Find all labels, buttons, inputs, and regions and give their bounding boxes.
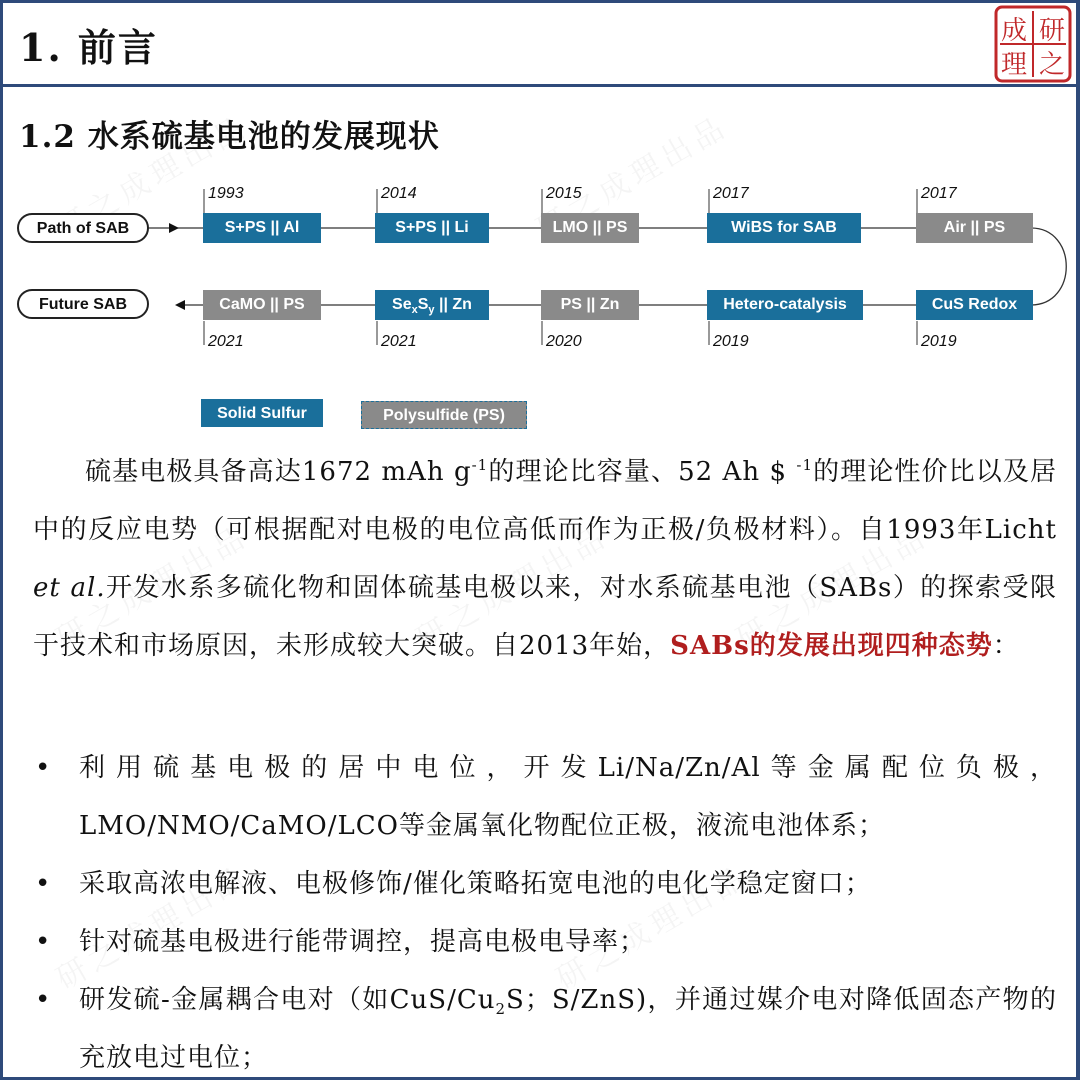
svg-text:之: 之	[1038, 50, 1066, 80]
paragraph-text: 的理论性价比以及居中的反应电势（可根据配对电极的电位高低而作为正极/负极材料）。自1993年Licht	[33, 457, 1057, 545]
node-camo-ps: CaMO || PS	[203, 290, 321, 320]
node-sexsy-zn: $Se_xS_y$ || Zn	[375, 290, 489, 320]
year-label: 2014	[381, 185, 417, 202]
list-item: • 针对硫基电极进行能带调控，提高电极电导率；	[33, 913, 1057, 971]
paragraph-text: 开发水系多硫化物和固体硫基电极以来，对水系硫基电池（SABs）的探索受限于技术和市场原因，未形成较大突破。自2013年始，	[33, 573, 1057, 661]
section-title: 1.2 水系硫基电池的发展现状	[19, 119, 440, 155]
trend-list	[33, 739, 1057, 1080]
timeline-diagram	[3, 173, 1080, 443]
year-label: 2017	[713, 185, 749, 202]
logo-seal-icon	[994, 5, 1072, 83]
node-wibs-for-sab: WiBS for SAB	[707, 213, 861, 243]
year-label: 2017	[921, 185, 957, 202]
paragraph-text: 硫基电极具备高达1672 mAh g	[85, 457, 472, 487]
year-label: 2021	[208, 333, 244, 350]
intro-paragraph	[33, 443, 1057, 675]
page-title: 1. 前言	[19, 25, 158, 70]
node-s-ps-li: S+PS || Li	[375, 213, 489, 243]
node-s-ps-al: S+PS || Al	[203, 213, 321, 243]
highlight-text: SABs的发展出现四种态势	[670, 631, 993, 661]
node-hetero-catalysis: Hetero-catalysis	[707, 290, 863, 320]
node-lmo-ps: LMO || PS	[541, 213, 639, 243]
year-label: 2019	[713, 333, 749, 350]
paragraph-text: ：	[992, 631, 1020, 661]
list-item: • 利用硫基电极的居中电位，开发Li/Na/Zn/Al等金属配位负极，LMO/NMO/CaMO/LCO等金属氧化物配位正极，液流电池体系；	[33, 739, 1057, 855]
legend-solid-sulfur: Solid Sulfur	[201, 399, 323, 427]
list-item: • 采取高浓电解液、电极修饰/催化策略拓宽电池的电化学稳定窗口；	[33, 855, 1057, 913]
italic-text: et al.	[33, 573, 106, 603]
superscript: -1	[796, 456, 813, 474]
list-item: • 研发硫-金属耦合电对（如CuS/$Cu_2S$；S/ZnS)，并通过媒介电对降低固态产物的充放电过电位；	[33, 971, 1057, 1080]
svg-text:成: 成	[1000, 16, 1028, 46]
year-label: 2019	[921, 333, 957, 350]
year-label: 2015	[546, 185, 582, 202]
node-ps-zn: PS || Zn	[541, 290, 639, 320]
year-label: 1993	[208, 185, 244, 202]
paragraph-text: 的理论比容量、52 Ah $	[488, 457, 797, 487]
year-label: 2020	[546, 333, 582, 350]
node-cus-redox: CuS Redox	[916, 290, 1033, 320]
svg-text:研: 研	[1038, 16, 1066, 46]
path-of-sab-label: Path of SAB	[17, 213, 149, 243]
year-label: 2021	[381, 333, 417, 350]
future-sab-label: Future SAB	[17, 289, 149, 319]
svg-text:理: 理	[1000, 50, 1028, 80]
legend-polysulfide: Polysulfide (PS)	[361, 401, 527, 429]
superscript: -1	[471, 456, 489, 474]
header-bar	[3, 3, 1076, 87]
node-air-ps: Air || PS	[916, 213, 1033, 243]
